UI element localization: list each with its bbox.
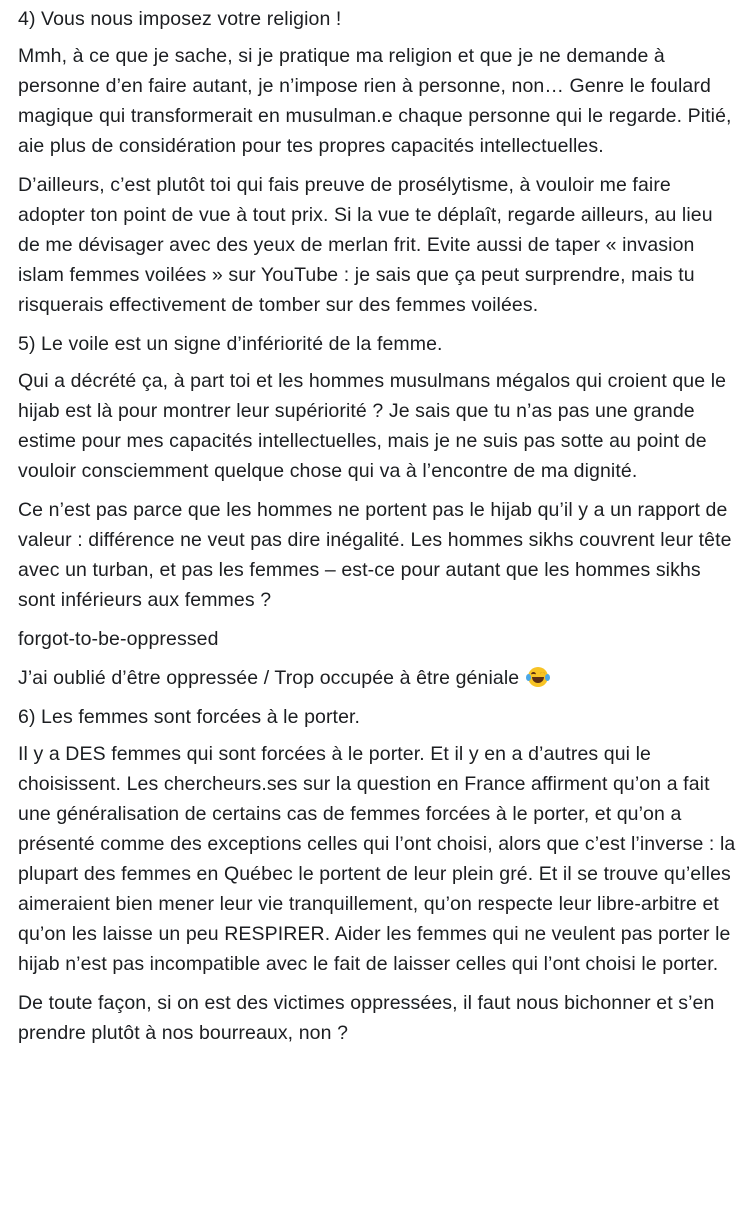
paragraph: Qui a décrété ça, à part toi et les hommes musulmans mégalos qui croient que le hijab est là pour montrer leur supériorité ? Je sais que tu n’as pas une grande estime pour mes capacités intellectuelles, mais je ne suis pas sotte au point de vouloir consciemment quelque chose qui va à l’encontre de ma dignité. bbox=[18, 370, 727, 482]
section-heading-4: 4) Vous nous imposez votre religion ! bbox=[18, 8, 342, 30]
image-caption-text: J’ai oublié d’être oppressée / Trop occupée à être géniale bbox=[18, 667, 520, 689]
section-heading-5: 5) Le voile est un signe d’infériorité de la femme. bbox=[18, 333, 443, 355]
paragraph: Mmh, à ce que je sache, si je pratique ma religion et que je ne demande à personne d’en faire autant, je n’impose rien à personne, non… Genre le foulard magique qui transformerait en musulman.e chaque personne qui le regarde. Pitié, aie plus de considération pour tes propres capacités intellectuelles. bbox=[18, 45, 732, 157]
paragraph: Ce n’est pas parce que les hommes ne portent pas le hijab qu’il y a un rapport de valeur : différence ne veut pas dire inégalité. Les hommes sikhs couvrent leur tête avec un turban, et pas les femmes – est-ce pour autant que les hommes sikhs sont inférieurs aux femmes ? bbox=[18, 499, 732, 611]
image-caption bbox=[18, 663, 738, 693]
paragraph: Il y a DES femmes qui sont forcées à le porter. Et il y en a d’autres qui le choisissent. Les chercheurs.ses sur la question en France affirment qu’on a fait une généralisation de certains cas de femmes forcées à le porter, et qu’on a présenté comme des exceptions celles qui l’ont choisi, alors que c’est l’inverse : la plupart des femmes en Québec le portent de leur plein gré. Et il se trouve qu’elles aimeraient bien mener leur vie tranquillement, qu’on respecte leur libre-arbitre et qu’on les laisse un peu RESPIRER. Aider les femmes qui ne veulent pas porter le hijab n’est pas incompatible avec le fait de laisser celles qui l’ont choisi le porter. bbox=[18, 743, 736, 975]
section-heading-6: 6) Les femmes sont forcées à le porter. bbox=[18, 706, 361, 728]
paragraph: D’ailleurs, c’est plutôt toi qui fais preuve de prosélytisme, à vouloir me faire adopter ton point de vue à tout prix. Si la vue te déplaît, regarde ailleurs, au lieu de me dévisager avec des yeux de merlan frit. Evite aussi de taper « invasion islam femmes voilées » sur YouTube : je sais que ça peut surprendre, mais tu risquerais effectivement de tomber sur des femmes voilées. bbox=[18, 174, 713, 316]
paragraph: De toute façon, si on est des victimes oppressées, il faut nous bichonner et s’en prendre plutôt à nos bourreaux, non ? bbox=[18, 992, 715, 1044]
face-with-tears-of-joy-icon bbox=[528, 667, 548, 687]
image-alt-text: forgot-to-be-oppressed bbox=[18, 628, 219, 650]
